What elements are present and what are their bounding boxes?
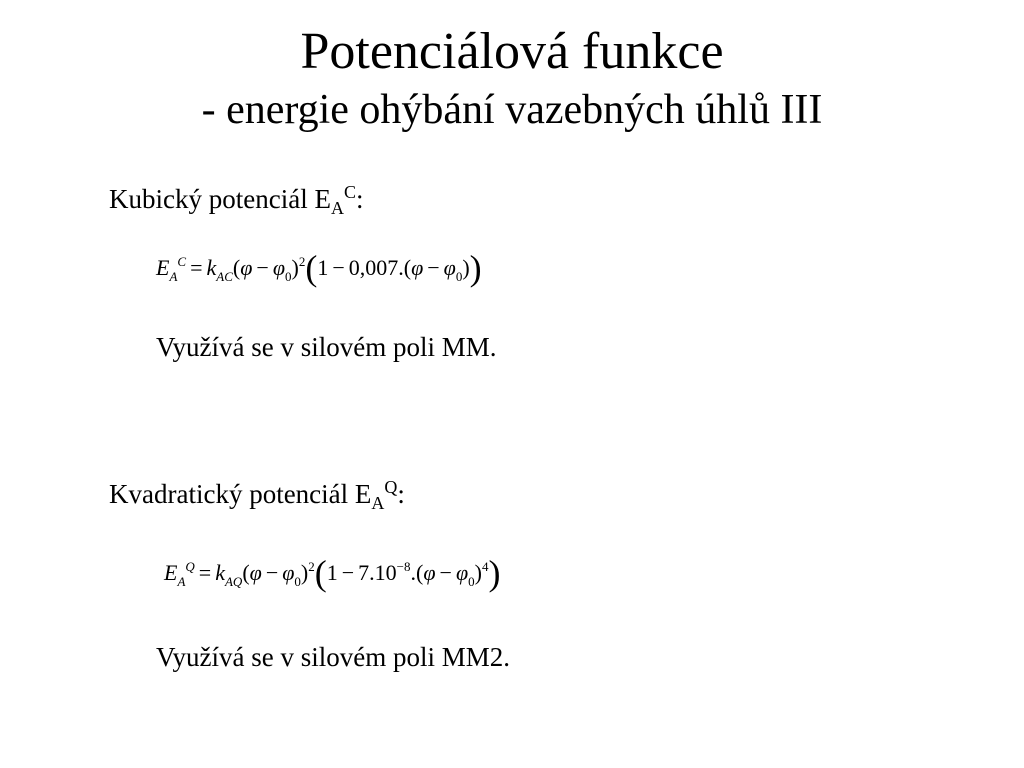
heading-superscript: C — [343, 182, 356, 202]
heading-superscript: Q — [384, 477, 398, 497]
formula-k-sub: AQ — [224, 574, 243, 589]
formula-k: k — [215, 560, 225, 585]
cubic-potential-heading — [109, 182, 364, 218]
formula-phi-2: φ — [423, 560, 436, 585]
formula-phi0-2: φ — [443, 255, 456, 280]
formula-lhs: E — [164, 560, 178, 585]
heading-text: Kubický potenciál E — [109, 184, 331, 214]
cubic-potential-note: Využívá se v silovém poli MM. — [156, 332, 497, 362]
formula-coefficient-dot: . — [410, 560, 417, 585]
formula-equals: = — [190, 255, 203, 280]
formula-close-paren: ) — [291, 255, 299, 280]
heading-colon: : — [397, 479, 405, 509]
formula-open-paren: ( — [242, 560, 250, 585]
formula-phi: φ — [249, 560, 262, 585]
formula-phi0-2: φ — [455, 560, 469, 585]
heading-subscript: A — [371, 493, 385, 513]
formula-k-sub: AC — [216, 269, 233, 284]
formula-lhs-sup: Q — [185, 559, 195, 574]
heading-colon: : — [355, 184, 364, 214]
cubic-potential-formula — [156, 248, 482, 288]
title-block — [0, 22, 1024, 136]
formula-minus-3: − — [439, 560, 452, 585]
formula-open-paren: ( — [232, 255, 241, 280]
formula-phi0: φ — [282, 560, 295, 585]
formula-phi0-sub: 0 — [294, 574, 301, 589]
formula-close-paren-2: ) — [474, 560, 482, 585]
formula-phi-2: φ — [411, 255, 424, 280]
formula-k: k — [206, 255, 217, 280]
formula-big-close-paren: ) — [469, 248, 482, 288]
formula-coefficient: 7.10 — [358, 560, 397, 585]
heading-text: Kvadratický potenciál E — [109, 479, 372, 509]
formula-minus: − — [265, 560, 279, 585]
formula-big-close-paren: ) — [488, 553, 501, 593]
formula-phi0-sub-2: 0 — [455, 269, 463, 284]
quadratic-potential-note: Využívá se v silovém poli MM2. — [156, 642, 510, 672]
formula-minus: − — [256, 255, 269, 280]
formula-big-open-paren: ( — [305, 248, 318, 288]
formula-minus-3: − — [427, 255, 440, 280]
formula-power: 2 — [298, 254, 306, 269]
formula-open-paren-2: ( — [403, 255, 412, 280]
formula-power-2: 4 — [481, 559, 489, 574]
heading-subscript: A — [330, 198, 344, 218]
formula-phi0-sub-2: 0 — [468, 574, 475, 589]
formula-phi0-sub: 0 — [284, 269, 292, 284]
quadratic-potential-heading — [109, 477, 405, 513]
formula-one: 1 — [326, 560, 338, 585]
quadratic-potential-formula — [164, 553, 500, 593]
slide-title: Potenciálová funkce — [300, 23, 724, 80]
formula-close-paren: ) — [300, 560, 309, 585]
formula-phi: φ — [240, 255, 253, 280]
formula-minus-2: − — [341, 560, 355, 585]
slide-subtitle: - energie ohýbání vazebných úhlů III — [201, 87, 823, 133]
formula-coefficient: 0,007. — [348, 255, 404, 280]
formula-power: 2 — [308, 559, 315, 574]
formula-lhs-sub: A — [169, 269, 178, 284]
formula-open-paren-2: ( — [416, 560, 424, 585]
formula-coefficient-exponent: −8 — [396, 559, 411, 574]
formula-minus-2: − — [332, 255, 345, 280]
formula-big-open-paren: ( — [314, 553, 327, 593]
formula-close-paren-2: ) — [462, 255, 470, 280]
formula-one: 1 — [317, 255, 329, 280]
formula-equals: = — [198, 560, 212, 585]
formula-lhs: E — [156, 255, 170, 280]
formula-phi0: φ — [272, 255, 285, 280]
formula-lhs-sup: C — [177, 254, 187, 269]
formula-lhs-sub: A — [177, 574, 186, 589]
